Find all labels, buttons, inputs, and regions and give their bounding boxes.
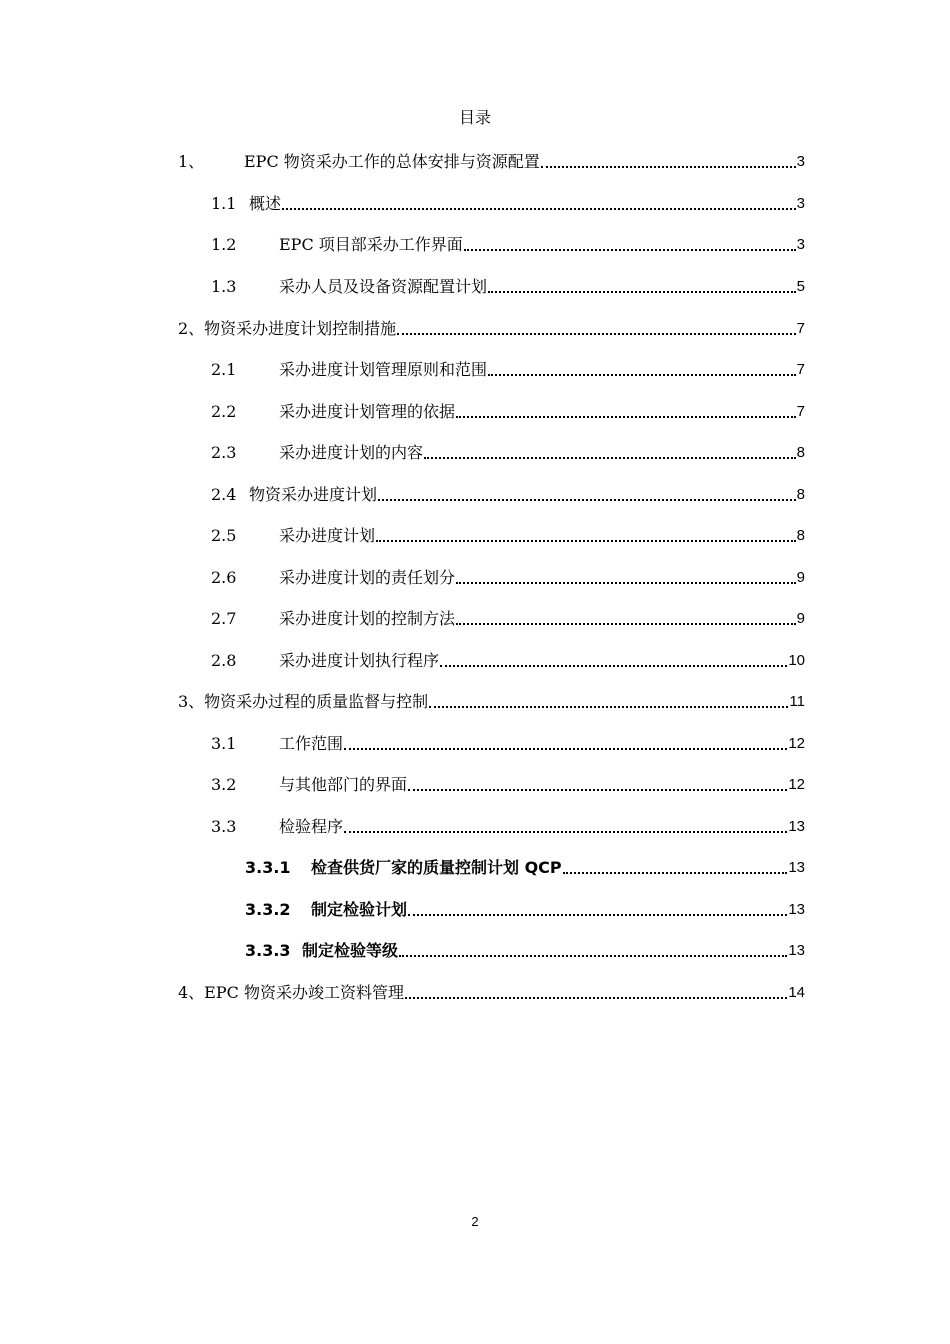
toc-entry-page: 9: [796, 610, 805, 627]
toc-entry-page: 3: [796, 236, 805, 253]
toc-entry-page: 8: [796, 527, 805, 544]
toc-entry-label: 4、EPC 物资采办竣工资料管理: [178, 983, 404, 1002]
toc-entry-2-1[interactable]: [211, 359, 805, 381]
toc-entry-label: 采办进度计划执行程序: [279, 651, 440, 670]
toc-entry-2[interactable]: [178, 318, 805, 340]
toc-entry-number: 3.3: [211, 817, 237, 836]
toc-entry-label: 物资采办进度计划: [249, 485, 378, 504]
toc-entry-number: 2.6: [211, 568, 237, 587]
toc-entry-page: 7: [796, 361, 805, 378]
toc-entry-page: 9: [796, 569, 805, 586]
toc-entry-number: 2.2: [211, 402, 237, 421]
toc-entry-label: EPC 物资采办工作的总体安排与资源配置: [244, 152, 540, 171]
toc-entry-label: 采办进度计划的控制方法: [279, 609, 456, 628]
dot-leader: [456, 582, 796, 584]
toc-entry-label: 概述: [249, 194, 282, 213]
toc-entry-3[interactable]: [178, 691, 805, 713]
toc-entry-4[interactable]: [178, 982, 805, 1004]
toc-entry-label: 3、物资采办过程的质量监督与控制: [178, 692, 429, 711]
toc-entry-page: 13: [788, 859, 805, 876]
toc-entry-3-3-1[interactable]: [245, 857, 805, 879]
toc-entry-page: 14: [788, 984, 805, 1001]
dot-leader: [399, 955, 787, 957]
toc-entry-number: 2.8: [211, 651, 237, 670]
toc-entry-label: 采办进度计划的内容: [279, 443, 424, 462]
toc-entry-label: 检验程序: [279, 817, 344, 836]
toc-entry-number: 3.2: [211, 775, 237, 794]
toc-entry-1-2[interactable]: [211, 234, 805, 256]
dot-leader: [429, 706, 788, 708]
toc-entry-number: 2.1: [211, 360, 237, 379]
dot-leader: [378, 499, 796, 501]
toc-entry-label: 制定检验计划: [311, 900, 408, 919]
toc-entry-number: 2.3: [211, 443, 237, 462]
toc-entry-label: EPC 项目部采办工作界面: [279, 235, 463, 254]
toc-entry-page: 3: [796, 195, 805, 212]
toc-entry-page: 7: [796, 403, 805, 420]
toc-entry-page: 12: [788, 776, 805, 793]
dot-leader: [456, 623, 796, 625]
toc-entry-label: 采办进度计划: [279, 526, 376, 545]
toc-entry-2-8[interactable]: [211, 650, 805, 672]
toc-entry-number: 1、: [178, 152, 205, 171]
dot-leader: [408, 914, 787, 916]
toc-entry-1-1[interactable]: [211, 193, 805, 215]
toc-entry-label: 2、物资采办进度计划控制措施: [178, 319, 397, 338]
toc-entry-page: 13: [788, 818, 805, 835]
toc-entry-page: 3: [796, 153, 805, 170]
toc-entry-3-3-3[interactable]: [245, 940, 805, 962]
dot-leader: [344, 748, 787, 750]
toc-entry-number: 2.5: [211, 526, 237, 545]
toc-entry-2-7[interactable]: [211, 608, 805, 630]
toc-entry-number: 1.3: [211, 277, 237, 296]
toc-entry-page: 10: [788, 652, 805, 669]
toc-entry-page: 11: [789, 693, 805, 710]
toc-entry-label: 检查供货厂家的质量控制计划 QCP: [311, 858, 562, 877]
toc-entry-2-5[interactable]: [211, 525, 805, 547]
toc-entry-1-3[interactable]: [211, 276, 805, 298]
dot-leader: [488, 374, 796, 376]
dot-leader: [376, 540, 796, 542]
toc-entry-page: 8: [796, 486, 805, 503]
toc-entry-1[interactable]: [178, 151, 805, 173]
toc-entry-number: 2.7: [211, 609, 237, 628]
dot-leader: [405, 997, 787, 999]
dot-leader: [541, 166, 796, 168]
toc-title: 目录: [458, 108, 491, 127]
toc-entry-label: 与其他部门的界面: [279, 775, 408, 794]
toc-entry-number: 1.1: [211, 194, 237, 213]
dot-leader: [282, 208, 796, 210]
toc-entry-2-4[interactable]: [211, 484, 805, 506]
toc-entry-3-3-2[interactable]: [245, 899, 805, 921]
toc-entry-page: 13: [788, 942, 805, 959]
toc-entry-number: 2.4: [211, 485, 237, 504]
dot-leader: [408, 789, 787, 791]
toc-entry-label: 工作范围: [279, 734, 344, 753]
dot-leader: [563, 872, 788, 874]
dot-leader: [440, 665, 787, 667]
toc-entry-label: 采办进度计划管理原则和范围: [279, 360, 488, 379]
toc-entry-label: 制定检验等级: [302, 941, 399, 960]
dot-leader: [456, 416, 796, 418]
toc-entry-number: 3.3.3: [245, 941, 291, 960]
toc-entry-3-2[interactable]: [211, 774, 805, 796]
toc-entry-page: 8: [796, 444, 805, 461]
toc-entry-page: 13: [788, 901, 805, 918]
dot-leader: [344, 831, 787, 833]
toc-entry-label: 采办进度计划管理的依据: [279, 402, 456, 421]
toc-entry-page: 12: [788, 735, 805, 752]
toc-entry-label: 采办进度计划的责任划分: [279, 568, 456, 587]
toc-entry-number: 3.3.2: [245, 900, 291, 919]
toc-entry-page: 5: [796, 278, 805, 295]
toc-entry-number: 3.3.1: [245, 858, 291, 877]
toc-entry-2-3[interactable]: [211, 442, 805, 464]
dot-leader: [424, 457, 796, 459]
toc-entry-2-2[interactable]: [211, 401, 805, 423]
toc-entry-number: 3.1: [211, 734, 237, 753]
toc-entry-label: 采办人员及设备资源配置计划: [279, 277, 488, 296]
toc-entry-2-6[interactable]: [211, 567, 805, 589]
dot-leader: [397, 333, 795, 335]
toc-entry-3-1[interactable]: [211, 733, 805, 755]
toc-entry-number: 1.2: [211, 235, 237, 254]
toc-entry-3-3[interactable]: [211, 816, 805, 838]
toc-entry-page: 7: [796, 320, 805, 337]
page-number: 2: [471, 1214, 479, 1229]
dot-leader: [464, 249, 796, 251]
dot-leader: [488, 291, 796, 293]
